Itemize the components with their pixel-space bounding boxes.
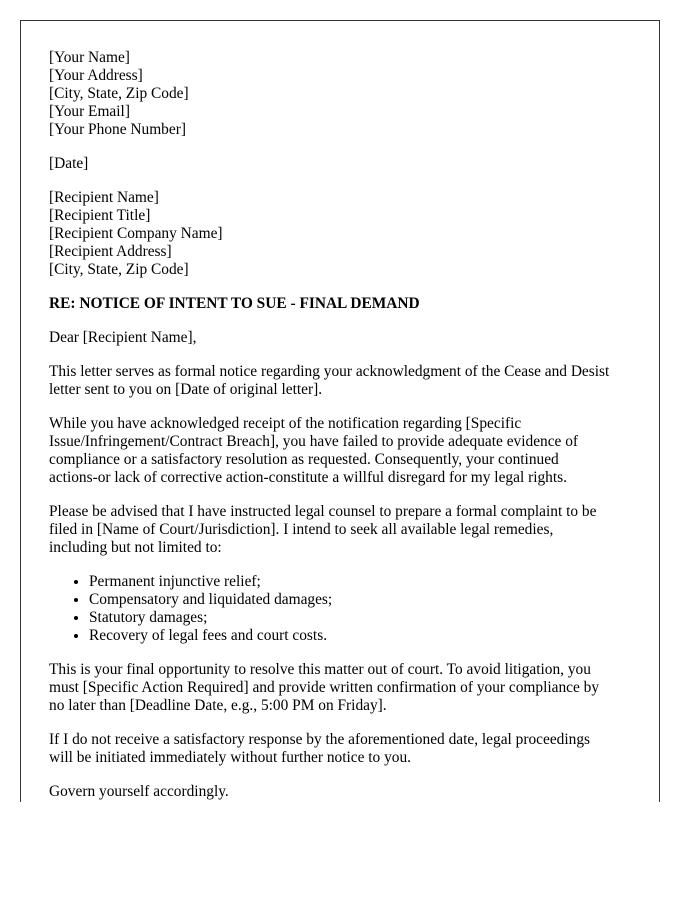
list-item: • Recovery of legal fees and court costs.: [89, 627, 631, 645]
sender-name: [Your Name]: [49, 49, 130, 66]
list-item: • Statutory damages;: [89, 609, 631, 627]
text-line: letter sent to you on [Date of original letter].: [49, 381, 323, 398]
recipient-title: [Recipient Title]: [49, 207, 151, 224]
sender-phone: [Your Phone Number]: [49, 121, 186, 138]
recipient-city: [City, State, Zip Code]: [49, 261, 189, 278]
recipient-company: [Recipient Company Name]: [49, 225, 223, 242]
text-line: This letter serves as formal notice regarding your acknowledgment of the Cease and Desist: [49, 363, 610, 380]
text-line: actions-or lack of corrective action-constitute a willful disregard for my legal rights.: [49, 469, 567, 486]
text-line: Please be advised that I have instructed legal counsel to prepare a formal complaint to be: [49, 503, 597, 520]
text-line: must [Specific Action Required] and provide written confirmation of your compliance by: [49, 679, 600, 696]
text-line: including but not limited to:: [49, 539, 222, 556]
paragraph-4: [49, 661, 631, 715]
subject-line: RE: NOTICE OF INTENT TO SUE - FINAL DEMAND: [49, 295, 420, 312]
text-line: While you have acknowledged receipt of the notification regarding [Specific: [49, 415, 522, 432]
recipient-name: [Recipient Name]: [49, 189, 159, 206]
list-item: • Compensatory and liquidated damages;: [89, 591, 631, 609]
text-line: compliance or a satisfactory resolution as requested. Consequently, your continued: [49, 451, 559, 468]
text-line: no later than [Deadline Date, e.g., 5:00 PM on Friday].: [49, 697, 387, 714]
recipient-address: [Recipient Address]: [49, 243, 172, 260]
text-line: will be initiated immediately without further notice to you.: [49, 749, 412, 766]
salutation: Dear [Recipient Name],: [49, 329, 197, 346]
text-line: filed in [Name of Court/Jurisdiction]. I intend to seek all available legal remedies,: [49, 521, 554, 538]
text-line: This is your final opportunity to resolve this matter out of court. To avoid litigation, you: [49, 661, 591, 678]
sender-block: [49, 49, 631, 139]
paragraph-2: [49, 415, 631, 487]
paragraph-3: [49, 503, 631, 557]
recipient-block: [49, 189, 631, 279]
letter-date: [Date]: [49, 155, 89, 172]
sender-address: [Your Address]: [49, 67, 143, 84]
sender-email: [Your Email]: [49, 103, 130, 120]
paragraph-1: [49, 363, 631, 399]
letter-page: [20, 20, 660, 802]
list-item: • Permanent injunctive relief;: [89, 573, 631, 591]
sender-city: [City, State, Zip Code]: [49, 85, 189, 102]
remedies-list: [49, 573, 631, 645]
text-line: Issue/Infringement/Contract Breach], you have failed to provide adequate evidence of: [49, 433, 579, 450]
text-line: If I do not receive a satisfactory response by the aforementioned date, legal proceedings: [49, 731, 591, 748]
closing: Govern yourself accordingly.: [49, 783, 229, 800]
paragraph-5: [49, 731, 631, 767]
